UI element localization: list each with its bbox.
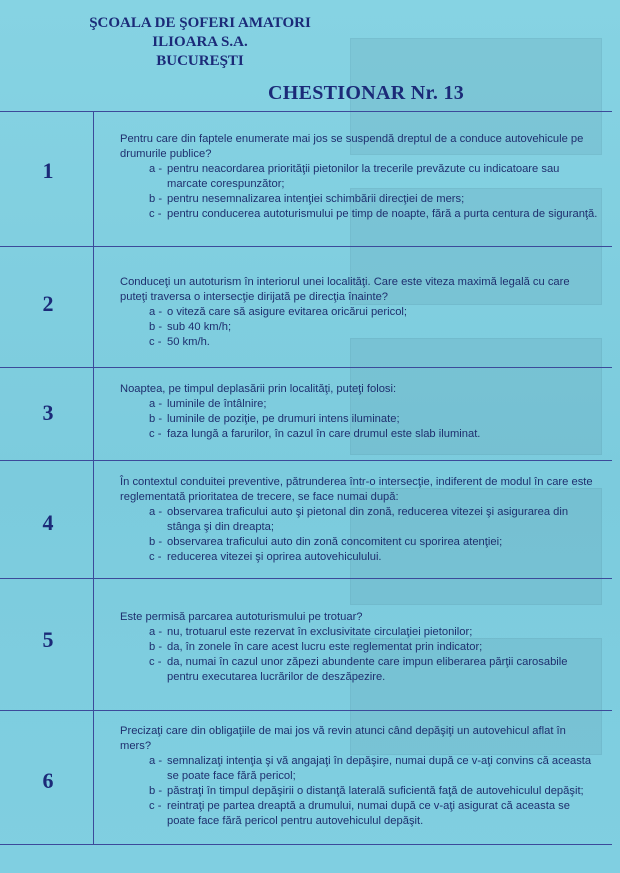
divider: [0, 710, 612, 711]
option-letter: c -: [149, 656, 162, 668]
option-letter: a -: [149, 755, 163, 767]
divider: [0, 111, 612, 112]
answer-option-b[interactable]: [120, 535, 600, 550]
school-header: [60, 14, 340, 71]
answer-option-b[interactable]: [120, 412, 600, 427]
answer-option-a[interactable]: [120, 625, 600, 640]
option-letter: c -: [149, 800, 162, 812]
option-letter: c -: [149, 336, 162, 348]
question-number: 3: [42, 400, 54, 425]
option-text: pentru conducerea autoturismului pe timp de noapte, fără a purta centura de siguranţă.: [167, 208, 598, 220]
option-text: reducerea vitezei şi oprirea autovehiculului.: [167, 551, 382, 563]
answer-option-c[interactable]: [120, 550, 600, 565]
option-letter: b -: [149, 641, 163, 653]
option-letter: c -: [149, 428, 162, 440]
question-3: [120, 382, 600, 442]
answer-option-c[interactable]: [120, 207, 600, 222]
question-text: Este permisă parcarea autoturismului pe trotuar?: [120, 611, 363, 623]
option-text: luminile de poziţie, pe drumuri intens iluminate;: [167, 413, 400, 425]
option-text: sub 40 km/h;: [167, 321, 232, 333]
question-text: Precizaţi care din obligaţiile de mai jos vă revin atunci când depăşiţi un autovehicul aflat în mers?: [120, 725, 566, 752]
option-letter: c -: [149, 551, 162, 563]
option-text: luminile de întâlnire;: [167, 398, 267, 410]
option-text: pentru nesemnalizarea intenţiei schimbării direcţiei de mers;: [167, 193, 465, 205]
question-text: Noaptea, pe timpul deplasării prin localităţi, puteţi folosi:: [120, 383, 397, 395]
page-title: CHESTIONAR Nr. 13: [268, 82, 465, 104]
option-letter: b -: [149, 193, 163, 205]
answer-option-b[interactable]: [120, 784, 600, 799]
option-letter: c -: [149, 208, 162, 220]
answer-option-c[interactable]: [120, 427, 600, 442]
divider: [0, 844, 612, 845]
option-text: o viteză care să asigure evitarea oricărui pericol;: [167, 306, 408, 318]
option-text: pentru neacordarea priorităţii pietonilor la trecerile prevăzute cu indicatoare sau marcate corespunzător;: [167, 163, 560, 190]
option-letter: a -: [149, 398, 163, 410]
answer-option-b[interactable]: [120, 320, 600, 335]
divider: [0, 460, 612, 461]
question-text: Conduceţi un autoturism în interiorul unei localităţi. Care este viteza maximă legală cu care puteţi traversa o intersecţie dirijată pe direcţia înainte?: [120, 276, 570, 303]
question-number: 4: [42, 510, 54, 535]
option-text: da, în zonele în care acest lucru este reglementat prin indicator;: [167, 641, 483, 653]
question-number: 6: [42, 768, 54, 793]
answer-option-b[interactable]: [120, 192, 600, 207]
school-city: BUCUREŞTI: [156, 53, 244, 69]
option-text: nu, trotuarul este rezervat în exclusivitate circulaţiei pietonilor;: [167, 626, 473, 638]
option-text: păstraţi în timpul depăşirii o distanţă laterală suficientă faţă de autovehiculul depăşit;: [167, 785, 584, 797]
answer-option-a[interactable]: [120, 162, 600, 192]
option-letter: b -: [149, 785, 163, 797]
answer-option-b[interactable]: [120, 640, 600, 655]
option-letter: b -: [149, 321, 163, 333]
question-text: În contextul conduitei preventive, pătrunderea într-o intersecţie, indiferent de modul în care este reglementată prioritatea de trecere, se face numai după:: [120, 476, 593, 503]
option-text: observarea traficului auto din zonă concomitent cu sporirea atenţiei;: [167, 536, 503, 548]
answer-option-c[interactable]: [120, 335, 600, 350]
option-text: 50 km/h.: [167, 336, 210, 348]
school-name: ŞCOALA DE ŞOFERI AMATORI: [89, 15, 311, 31]
question-1: [120, 132, 600, 222]
question-number: 5: [42, 627, 54, 652]
option-letter: b -: [149, 413, 163, 425]
divider: [0, 367, 612, 368]
question-number: 2: [42, 291, 54, 316]
divider: [0, 578, 612, 579]
answer-option-a[interactable]: [120, 305, 600, 320]
option-text: semnalizaţi intenţia şi vă angajaţi în depăşire, numai după ce v-aţi convins că aceasta se poate face fără pericol;: [167, 755, 592, 782]
divider: [0, 246, 612, 247]
option-letter: a -: [149, 506, 163, 518]
option-text: observarea traficului auto şi pietonal din zonă, reducerea vitezei şi asigurarea din stânga şi din dreapta;: [167, 506, 569, 533]
answer-option-a[interactable]: [120, 505, 600, 535]
option-text: reintraţi pe partea dreaptă a drumului, numai după ce v-aţi asigurat că aceasta se poate face fără pericol pentru autovehiculul depăşit.: [167, 800, 570, 827]
option-letter: a -: [149, 306, 163, 318]
answer-option-a[interactable]: [120, 397, 600, 412]
question-number: 1: [42, 158, 54, 183]
option-letter: a -: [149, 163, 163, 175]
question-6: [120, 724, 600, 829]
answer-option-c[interactable]: [120, 655, 600, 685]
column-divider: [93, 112, 94, 844]
school-company: ILIOARA S.A.: [152, 34, 248, 50]
answer-option-a[interactable]: [120, 754, 600, 784]
option-text: da, numai în cazul unor zăpezi abundente care impun eliberarea părţii carosabile pentru executarea lucrărilor de deszăpezire.: [167, 656, 568, 683]
question-4: [120, 475, 600, 565]
question-text: Pentru care din faptele enumerate mai jos se suspendă dreptul de a conduce autovehicule pe drumurile publice?: [120, 133, 584, 160]
question-5: [120, 610, 600, 685]
question-2: [120, 275, 600, 350]
option-letter: b -: [149, 536, 163, 548]
option-text: faza lungă a farurilor, în cazul în care drumul este slab iluminat.: [167, 428, 481, 440]
option-letter: a -: [149, 626, 163, 638]
answer-option-c[interactable]: [120, 799, 600, 829]
